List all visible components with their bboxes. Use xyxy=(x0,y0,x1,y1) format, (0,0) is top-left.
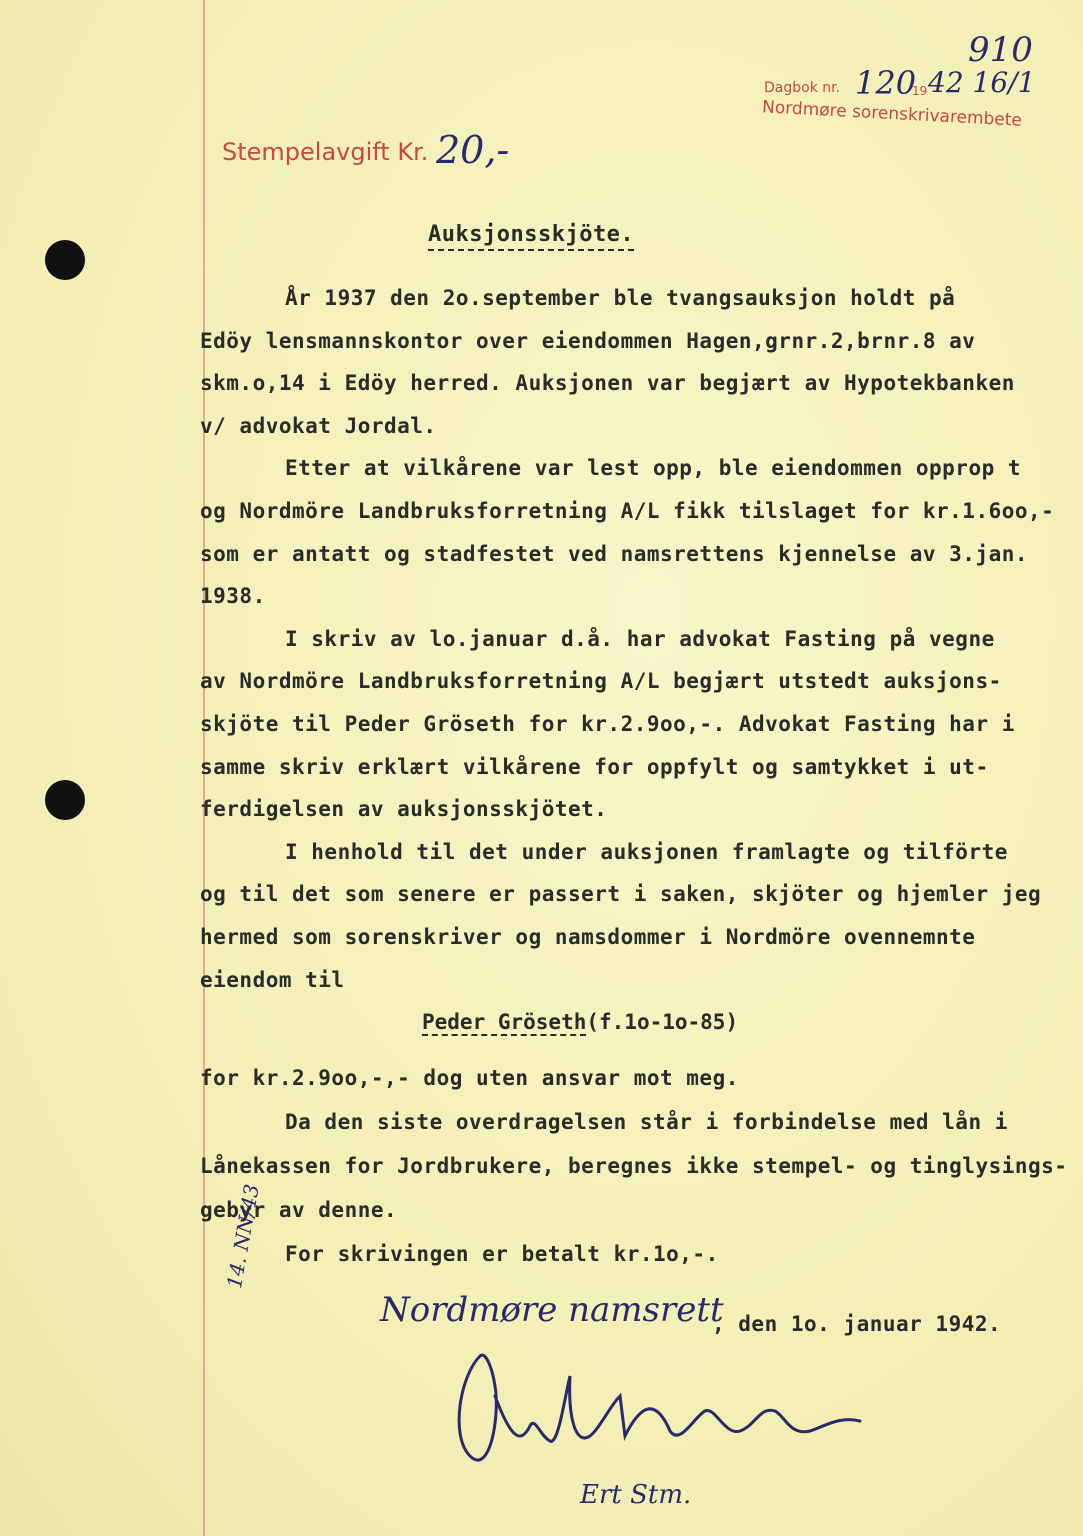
office-stamp: Nordmøre sorenskrivarembete xyxy=(761,97,1023,131)
fee-stamp-label: Stempelavgift Kr. xyxy=(222,138,429,166)
text-line: og Nordmöre Landbruksforretning A/L fikk tilslaget for kr.1.6oo,- xyxy=(200,499,1055,523)
grantee-line xyxy=(422,1010,738,1034)
margin-note: 14. NN/43 xyxy=(222,1182,264,1291)
date-line: , den 1o. januar 1942. xyxy=(712,1312,1002,1336)
text-line: År 1937 den 2o.september ble tvangsauksjon holdt på xyxy=(285,286,956,310)
dagbok-date: 42 16/1 xyxy=(928,66,1036,99)
dagbok-number: 120 xyxy=(855,64,917,102)
place-handwritten: Nordmøre namsrett xyxy=(380,1290,724,1330)
text-line: skjöte til Peder Gröseth for kr.2.9oo,-. Advokat Fasting har i xyxy=(200,712,1015,736)
grantee-name: Peder Gröseth xyxy=(422,1010,587,1034)
punch-hole-top xyxy=(45,240,85,280)
text-line: og til det som senere er passert i saken, skjöter og hjemler jeg xyxy=(200,882,1042,907)
text-line: for kr.2.9oo,-,- dog uten ansvar mot meg. xyxy=(200,1066,739,1090)
text-line: samme skriv erklært vilkårene for oppfylt og samtykket i ut- xyxy=(200,754,989,779)
text-line: I skriv av lo.januar d.å. har advokat Fasting på vegne xyxy=(285,626,995,651)
text-line: Etter at vilkårene var lest opp, ble eiendommen opprop t xyxy=(285,456,1022,481)
text-line: 1938. xyxy=(200,584,266,609)
text-line: hermed som sorenskriver og namsdommer i Nordmöre ovennemnte xyxy=(200,925,976,949)
document-title: Auksjonsskjöte. xyxy=(428,222,634,251)
text-line: skm.o,14 i Edöy herred. Auksjonen var begjært av Hypotekbanken xyxy=(200,371,1015,396)
fee-amount: 20,- xyxy=(436,128,510,172)
text-line: gebyr av denne. xyxy=(200,1198,398,1222)
dagbok-label: Dagbok nr. xyxy=(764,80,841,96)
text-line: av Nordmöre Landbruksforretning A/L begjært utstedt auksjons- xyxy=(200,669,1002,694)
text-line: Lånekassen for Jordbrukere, beregnes ikke stempel- og tinglysings- xyxy=(200,1154,1068,1178)
text-line: I henhold til det under auksjonen framlagte og tilförte xyxy=(285,839,1008,864)
text-line: v/ advokat Jordal. xyxy=(200,413,437,438)
text-line: ferdigelsen av auksjonsskjötet. xyxy=(200,797,608,822)
page-number: 910 xyxy=(968,30,1033,70)
text-line: For skrivingen er betalt kr.1o,-. xyxy=(285,1242,719,1266)
grantee-born: (f.1o-1o-85) xyxy=(586,1010,739,1034)
signature-note: Ert Stm. xyxy=(580,1480,692,1510)
text-line: Da den siste overdragelsen står i forbindelse med lån i xyxy=(285,1110,1008,1134)
punch-hole-bottom xyxy=(45,780,85,820)
text-line: som er antatt og stadfestet ved namsrettens kjennelse av 3.jan. xyxy=(200,541,1029,566)
text-line: Edöy lensmannskontor over eiendommen Hagen,grnr.2,brnr.8 av xyxy=(200,328,976,353)
text-line: eiendom til xyxy=(200,967,345,992)
dagbok-year-prefix: 19 xyxy=(912,84,928,98)
